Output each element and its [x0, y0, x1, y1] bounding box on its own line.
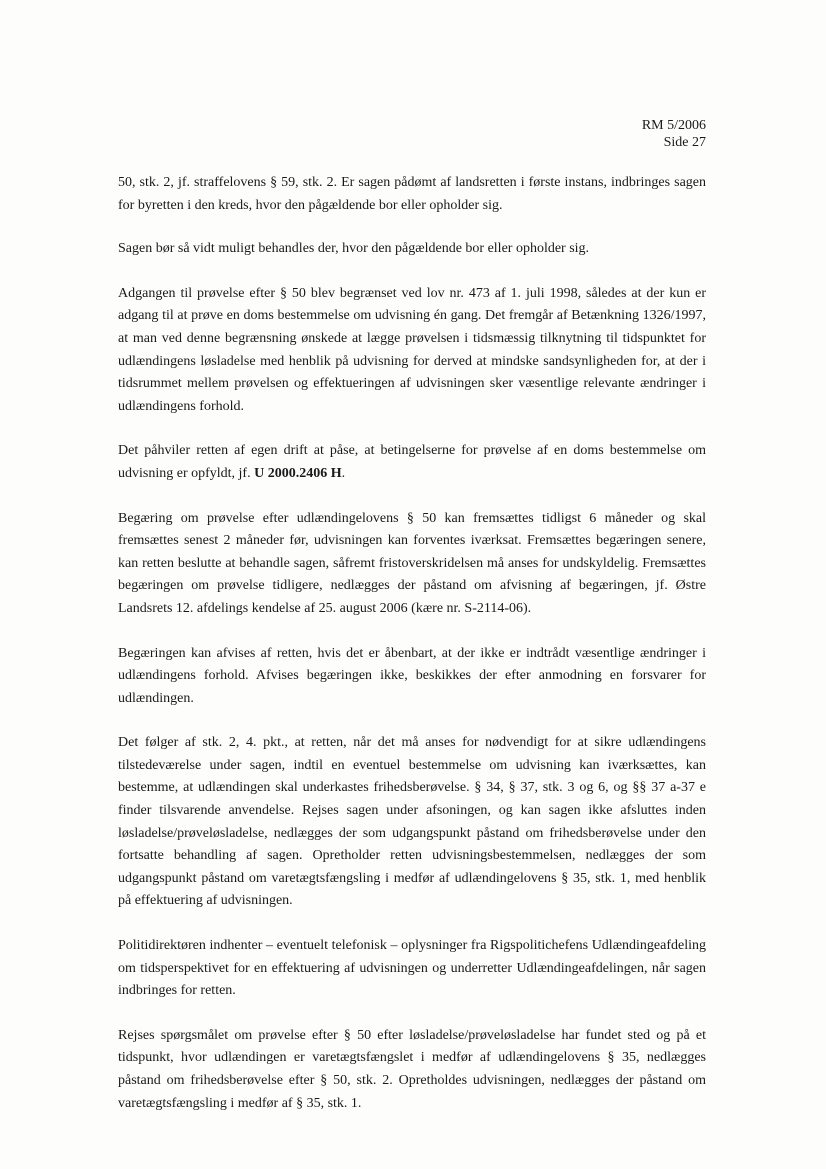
- case-reference: U 2000.2406 H: [254, 465, 342, 481]
- paragraph-2: Sagen bør så vidt muligt behandles der, hvor den pågældende bor eller opholder sig.: [118, 241, 590, 257]
- paragraph-1: 50, stk. 2, jf. straffelovens § 59, stk. 2. Er sagen pådømt af landsretten i første instans, indbringes sagen for byretten i den kreds, hvor den pågældende bor eller opholder sig.: [118, 175, 706, 213]
- paragraph-6: Begæringen kan afvises af retten, hvis det er åbenbart, at der ikke er indtrådt væsentlige ændringer i udlændingens forhold. Afvises begæringen ikke, beskikkes der efter anmodning en forsvarer for udlændingen.: [118, 645, 706, 706]
- paragraph-4-end: .: [341, 465, 346, 481]
- paragraph-4-text: Det påhviler retten af egen drift at påse, at betingelserne for prøvelse af en doms bestemmelse om udvisning er opfyldt, jf.: [118, 443, 706, 481]
- paragraph-7: Det følger af stk. 2, 4. pkt., at retten, når det må anses for nødvendigt for at sikre udlændingens tilstedeværelse under sagen, indtil en eventuel bestemmelse om udvisning kan iværksættes, kan bestemme, at udlændingen skal underkastes frihedsberøvelse. § 34, § 37, stk. 3 og 6, og §§ 37 a-37 e finder tilsvarende anvendelse. Rejses sagen under afsoningen, og kan sagen ikke afsluttes inden løsladelse/prøveløsladelse, nedlægges der som udgangspunkt påstand om frihedsberøvelse under den fortsatte behandling af sagen. Opretholder retten udvisningsbestemmelsen, nedlægges der som udgangspunkt påstand om varetægtsfængsling i medfør af udlændingelovens § 35, stk. 1, med henblik på effektuering af udvisningen.: [118, 735, 706, 909]
- paragraph-5: Begæring om prøvelse efter udlændingelovens § 50 kan fremsættes tidligst 6 måneder og skal fremsættes senest 2 måneder før, udvisningen kan forventes iværksat. Fremsættes begæringen senere, kan retten beslutte at behandle sagen, såfremt fristoverskridelsen må anses for undskyldelig. Fremsættes begæringen om prøvelse tidligere, nedlægges der påstand om afvisning af begæringen, jf. Østre Landsrets 12. afdelings kendelse af 25. august 2006 (kære nr. S-2114-06).: [118, 510, 706, 616]
- document-body: [118, 172, 706, 1115]
- paragraph-9: Rejses spørgsmålet om prøvelse efter § 50 efter løsladelse/prøveløsladelse har fundet sted og på et tidspunkt, hvor udlændingen er varetægtsfængslet i medfør af udlændingelovens § 35, nedlægges påstand om frihedsberøvelse efter § 50, stk. 2. Opretholdes udvisningen, nedlægges der påstand om varetægtsfængsling i medfør af § 35, stk. 1.: [118, 1027, 706, 1111]
- page-number: Side 27: [663, 135, 706, 150]
- paragraph-8: Politidirektøren indhenter – eventuelt telefonisk – oplysninger fra Rigspolitichefens Udlændingeafdeling om tidsperspektivet for en effektuering af udvisningen og underretter Udlændingeafdelingen, når sagen indbringes for retten.: [118, 938, 706, 999]
- paragraph-4: [118, 440, 706, 485]
- document-reference: RM 5/2006: [641, 118, 706, 133]
- paragraph-3: Adgangen til prøvelse efter § 50 blev begrænset ved lov nr. 473 af 1. juli 1998, således at der kun er adgang til at prøve en doms bestemmelse om udvisning én gang. Det fremgår af Betænkning 1326/1997, at man ved denne begrænsning ønskede at lægge prøvelsen i tidsmæssig tilknytning til tidspunktet for udlændingens løsladelse med henblik på udvisning for derved at mindske sandsynligheden for, at der i tidsrummet mellem prøvelsen og effektueringen af udvisningen sker væsentlige relevante ændringer i udlændingens forhold.: [118, 285, 706, 414]
- page-header: [642, 117, 706, 151]
